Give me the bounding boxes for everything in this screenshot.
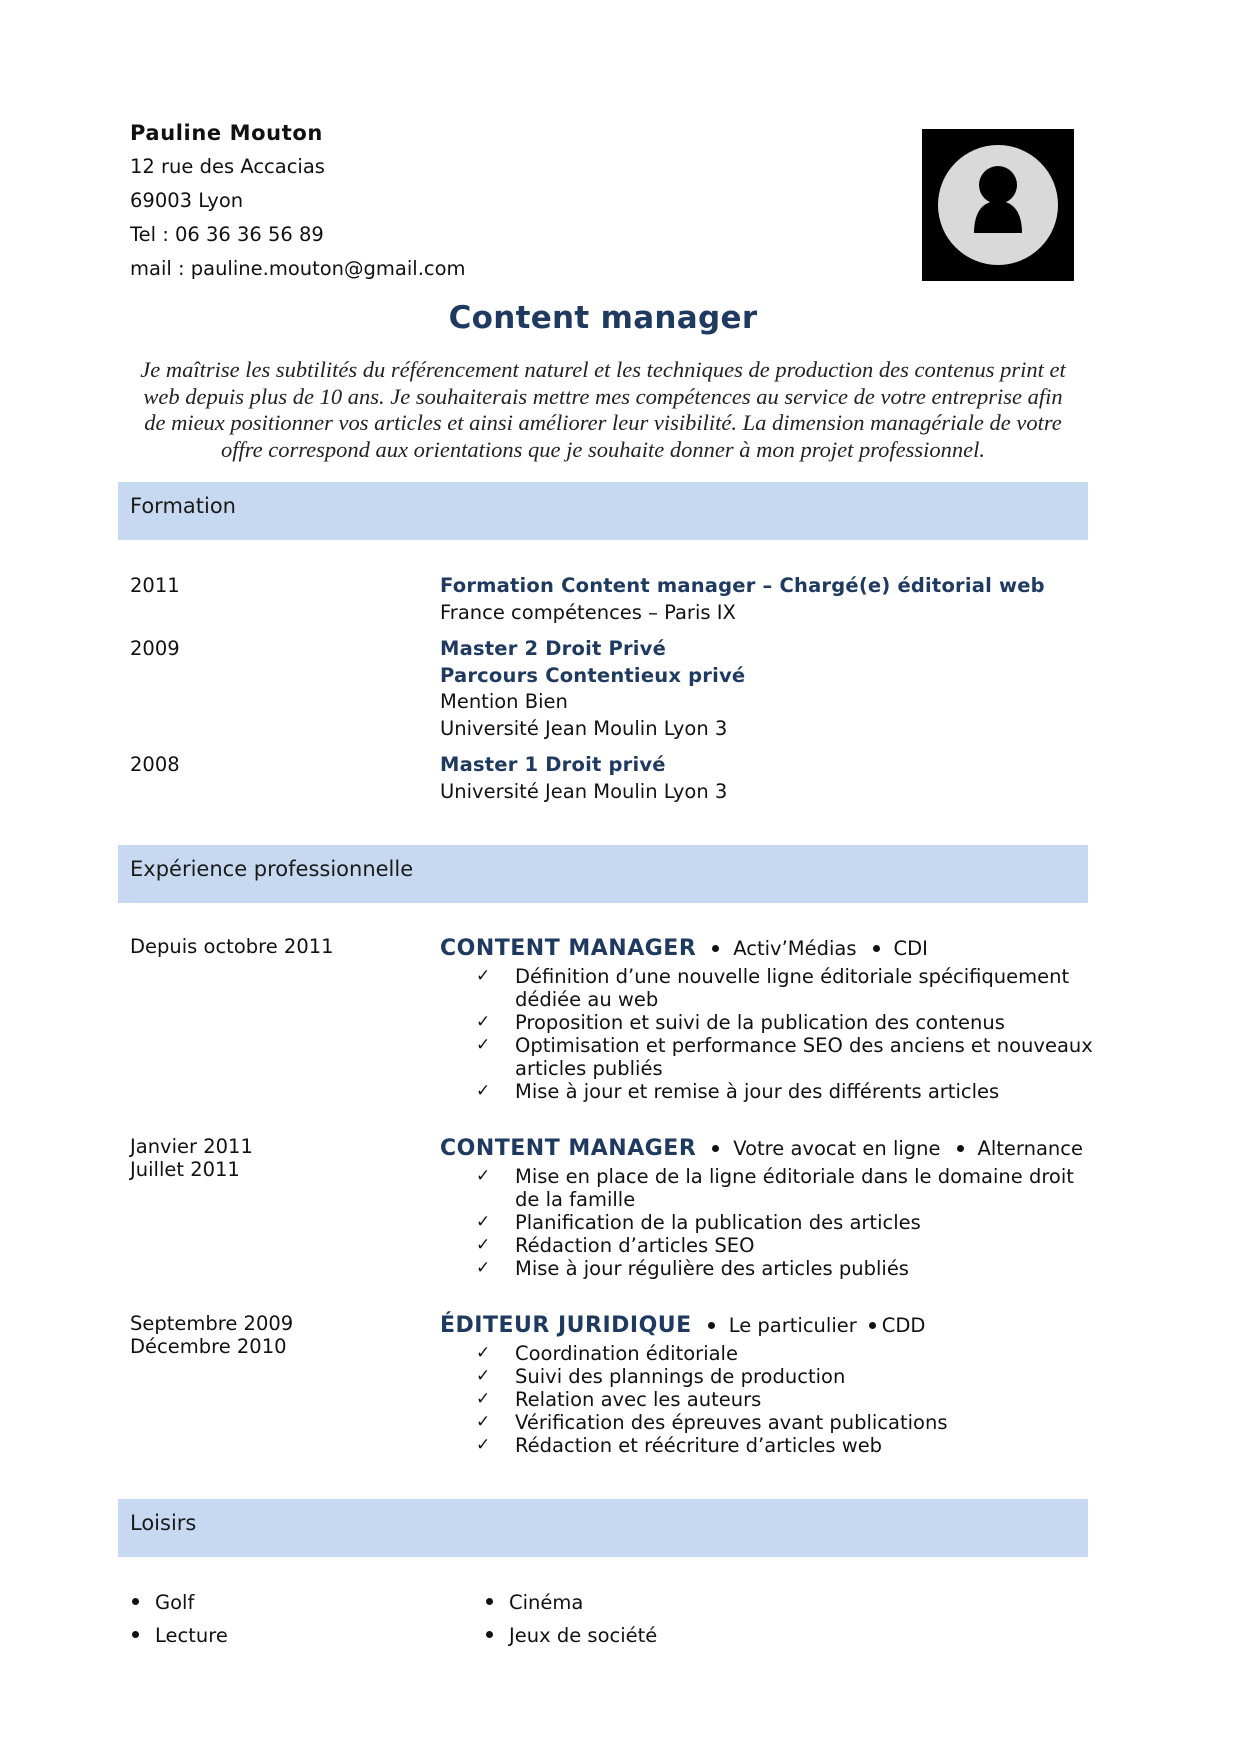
experience-role: CONTENT MANAGER	[440, 1136, 697, 1161]
contact-city: 69003 Lyon	[130, 189, 244, 212]
formation-detail: Université Jean Moulin Lyon 3	[440, 716, 728, 740]
task-item	[440, 1234, 1100, 1257]
task-item	[440, 1257, 1100, 1280]
job-title: Content manager	[448, 300, 758, 336]
task-item	[440, 1388, 1100, 1411]
check-icon: ✓	[476, 1412, 491, 1432]
task-text: Relation avec les auteurs	[515, 1388, 762, 1411]
section-formation	[118, 482, 1088, 540]
hobby-item	[132, 1591, 194, 1615]
check-icon: ✓	[476, 1212, 491, 1232]
task-item	[440, 1434, 1100, 1457]
task-item	[440, 1165, 1100, 1211]
check-icon: ✓	[476, 1235, 491, 1255]
section-loisirs	[118, 1499, 1088, 1557]
experience-role: CONTENT MANAGER	[440, 936, 697, 961]
experience-date: Décembre 2010	[130, 1335, 287, 1358]
experience-company: Le particulier	[728, 1314, 857, 1337]
task-text: Proposition et suivi de la publication des contenus	[515, 1011, 1005, 1034]
formation-detail: Université Jean Moulin Lyon 3	[440, 779, 728, 803]
bullet-dot-icon	[957, 1145, 964, 1152]
bullet-dot-icon	[486, 1598, 493, 1605]
formation-year: 2008	[130, 753, 180, 776]
task-item	[440, 1034, 1100, 1080]
section-experience	[118, 845, 1088, 903]
bullet-dot-icon	[873, 945, 880, 952]
hobby-item	[486, 1591, 583, 1615]
experience-role: ÉDITEUR JURIDIQUE	[440, 1313, 692, 1338]
experience-date: Juillet 2011	[130, 1158, 240, 1181]
profile-summary: Je maîtrise les subtilités du référencement naturel et les techniques de production des contenus print et web depuis plus de 10 ans. Je souhaiterais mettre mes compétences au service de votre entreprise afin de mieux positionner vos articles et ainsi améliorer leur visibilité. La dimension managériale de votre offre correspond aux orientations que je souhaite donner à mon projet professionnel.	[140, 357, 1066, 462]
candidate-name: Pauline Mouton	[130, 121, 323, 145]
hobby-item	[486, 1624, 657, 1648]
formation-detail: France compétences – Paris IX	[440, 600, 736, 624]
task-text: Définition d’une nouvelle ligne éditoriale spécifiquement dédiée au web	[515, 965, 1070, 1011]
experience-contract: CDI	[893, 937, 928, 960]
formation-year: 2011	[130, 574, 180, 597]
experience-date: Janvier 2011	[130, 1135, 253, 1158]
bullet-dot-icon	[708, 1322, 715, 1329]
hobby-label: Jeux de société	[509, 1624, 658, 1647]
hobby-label: Golf	[155, 1591, 195, 1614]
contact-email: mail : pauline.mouton@gmail.com	[130, 257, 466, 280]
formation-detail: Mention Bien	[440, 690, 568, 713]
bullet-dot-icon	[486, 1631, 493, 1638]
check-icon: ✓	[476, 1258, 491, 1278]
bullet-dot-icon	[712, 945, 719, 952]
experience-contract: CDD	[881, 1314, 926, 1337]
formation-year: 2009	[130, 637, 180, 660]
task-item	[440, 1011, 1100, 1034]
task-item	[440, 1211, 1100, 1234]
formation-title: Master 1 Droit privé	[440, 753, 666, 776]
task-text: Mise à jour et remise à jour des différents articles	[515, 1080, 1000, 1103]
check-icon: ✓	[476, 1389, 491, 1409]
contact-address: 12 rue des Accacias	[130, 155, 325, 178]
profile-photo	[922, 129, 1074, 281]
task-text: Optimisation et performance SEO des anciens et nouveaux articles publiés	[515, 1034, 1093, 1080]
section-experience-title: Expérience professionnelle	[130, 857, 414, 881]
check-icon: ✓	[476, 1366, 491, 1386]
check-icon: ✓	[476, 1081, 491, 1101]
bullet-dot-icon	[712, 1145, 719, 1152]
check-icon: ✓	[476, 1343, 491, 1363]
task-text: Suivi des plannings de production	[515, 1365, 846, 1388]
task-text: Coordination éditoriale	[515, 1342, 738, 1365]
task-item	[440, 1365, 1100, 1388]
task-item	[440, 1411, 1100, 1434]
hobby-label: Cinéma	[509, 1591, 584, 1614]
bullet-dot-icon	[132, 1598, 139, 1605]
hobby-item	[132, 1624, 228, 1648]
contact-block	[130, 116, 730, 286]
task-item	[440, 1342, 1100, 1365]
bullet-dot-icon	[869, 1322, 876, 1329]
check-icon: ✓	[476, 966, 491, 986]
task-text: Mise à jour régulière des articles publiés	[515, 1257, 909, 1280]
check-icon: ✓	[476, 1166, 491, 1186]
section-formation-title: Formation	[130, 494, 236, 518]
experience-date: Depuis octobre 2011	[130, 935, 334, 958]
formation-title: Parcours Contentieux privé	[440, 663, 746, 687]
task-item	[440, 965, 1100, 1011]
bullet-dot-icon	[132, 1631, 139, 1638]
check-icon: ✓	[476, 1012, 491, 1032]
contact-phone: Tel : 06 36 36 56 89	[130, 223, 324, 246]
task-list	[440, 965, 1100, 1103]
experience-company: Votre avocat en ligne	[733, 1137, 941, 1160]
experience-company: Activ’Médias	[733, 937, 857, 960]
check-icon: ✓	[476, 1035, 491, 1055]
formation-title: Master 2 Droit Privé	[440, 637, 667, 660]
task-list	[440, 1165, 1100, 1280]
task-text: Planification de la publication des articles	[515, 1211, 921, 1234]
task-item	[440, 1080, 1100, 1103]
task-text: Vérification des épreuves avant publications	[515, 1411, 948, 1434]
experience-contract: Alternance	[977, 1137, 1083, 1160]
task-text: Rédaction et réécriture d’articles web	[515, 1434, 883, 1457]
check-icon: ✓	[476, 1435, 491, 1455]
hobby-label: Lecture	[155, 1624, 228, 1647]
experience-date: Septembre 2009	[130, 1312, 294, 1335]
task-list	[440, 1342, 1100, 1457]
section-loisirs-title: Loisirs	[130, 1511, 197, 1535]
task-text: Mise en place de la ligne éditoriale dans le domaine droit de la famille	[515, 1165, 1074, 1211]
avatar-placeholder-icon	[922, 129, 1074, 281]
task-text: Rédaction d’articles SEO	[515, 1234, 755, 1257]
formation-title: Formation Content manager – Chargé(e) éditorial web	[440, 574, 1045, 597]
